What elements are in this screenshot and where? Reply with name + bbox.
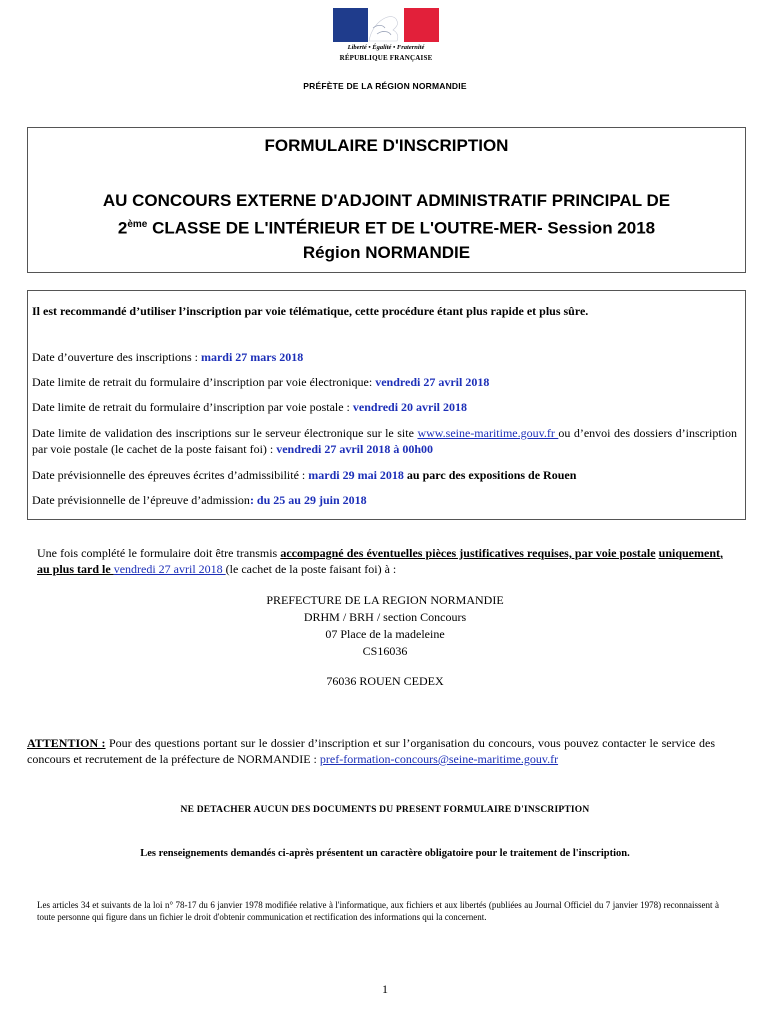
electronic-deadline-row <box>32 374 737 390</box>
submission-postmark: (le cachet de la poste faisant foi) à : <box>225 562 397 576</box>
oral-exam-label: Date prévisionnelle de l’épreuve d’admission <box>32 493 250 507</box>
validation-deadline-mid: ou d’envoi des dossiers d’inscription par voie postale (le cachet de la poste faisant foi) : <box>32 426 737 456</box>
postal-deadline-row <box>32 399 737 415</box>
prefecture-header: PRÉFÈTE DE LA RÉGION NORMANDIE <box>303 81 467 91</box>
validation-deadline-row <box>32 425 737 457</box>
address-line-5: 76036 ROUEN CEDEX <box>326 674 444 688</box>
attention-paragraph <box>27 735 715 767</box>
competition-title-line2: CLASSE DE L'INTÉRIEUR ET DE L'OUTRE-MER- Session 2018 <box>147 218 656 238</box>
no-detach-notice: NE DETACHER AUCUN DES DOCUMENTS DU PRESENT FORMULAIRE D'INSCRIPTION <box>180 805 590 815</box>
opening-date-row <box>32 349 737 365</box>
electronic-deadline-value: vendredi 27 avril 2018 <box>375 375 490 389</box>
address-line-3: 07 Place de la madeleine <box>325 627 445 641</box>
competition-title <box>28 189 745 265</box>
seine-maritime-link[interactable]: www.seine-maritime.gouv.fr <box>417 426 559 440</box>
page-number: 1 <box>382 982 388 996</box>
region-name: Région NORMANDIE <box>302 242 471 262</box>
address-line-1: PREFECTURE DE LA REGION NORMANDIE <box>266 593 504 607</box>
republic-name: RÉPUBLIQUE FRANÇAISE <box>339 54 433 62</box>
attention-text: Pour des questions portant sur le dossier d’inscription et sur l’organisation du concours, vous pouvez contacter le service des concours et recrutement de la préfecture de NORMANDIE : <box>27 736 716 766</box>
dates-box <box>27 290 746 520</box>
submission-deadline-label: , au plus tard le <box>37 546 723 576</box>
electronic-deadline-label: Date limite de retrait du formulaire d’inscription par voie électronique: <box>32 375 376 389</box>
address-line-4: CS16036 <box>362 644 408 658</box>
written-exam-date: mardi 29 mai 2018 <box>308 468 404 482</box>
attention-label: ATTENTION : <box>27 736 106 750</box>
submission-paragraph <box>37 545 723 577</box>
oral-exam-date: : du 25 au 29 juin 2018 <box>249 493 367 507</box>
form-title: FORMULAIRE D'INSCRIPTION <box>264 136 509 155</box>
submission-only: uniquement <box>658 546 720 560</box>
opening-date-value: mardi 27 mars 2018 <box>200 350 304 364</box>
address-line-2: DRHM / BRH / section Concours <box>303 610 467 624</box>
written-exam-place: au parc des expositions de Rouen <box>403 468 577 482</box>
competition-title-line1: AU CONCOURS EXTERNE D'ADJOINT ADMINISTRATIF PRINCIPAL DE <box>102 191 671 210</box>
submission-attachments: accompagné des éventuelles pièces justificatives requises, par voie postale <box>280 546 656 560</box>
republic-motto: Liberté • Égalité • Fraternité <box>347 44 425 51</box>
written-exam-label: Date prévisionnelle des épreuves écrites d’admissibilité : <box>32 468 309 482</box>
republique-logo <box>330 8 442 70</box>
title-box <box>27 127 746 273</box>
written-exam-row <box>32 467 737 483</box>
oral-exam-row <box>32 492 737 508</box>
mandatory-notice: Les renseignements demandés ci-après présentent un caractère obligatoire pour le traitement de l'inscription. <box>140 848 630 859</box>
validation-deadline-value: vendredi 27 avril 2018 à 00h00 <box>276 442 434 456</box>
opening-date-label: Date d’ouverture des inscriptions : <box>32 350 201 364</box>
postal-deadline-value: vendredi 20 avril 2018 <box>352 400 468 414</box>
recommendation-text: Il est recommandé d’utiliser l’inscription par voie télématique, cette procédure étant plus rapide et plus sûre. <box>32 304 589 318</box>
postal-deadline-label: Date limite de retrait du formulaire d’inscription par voie postale : <box>32 400 353 414</box>
marianne-flag-icon <box>333 8 439 42</box>
legal-notice: Les articles 34 et suivants de la loi n° 78-17 du 6 janvier 1978 modifiée relative à l'informatique, aux fichiers et aux libertés (publiées au Journal Officiel du 7 janvier 1978) reconnaissent à toute personne qui figure dans un fichier le droit d'obtenir communication et rectification des informations qui la concernent. <box>37 900 719 922</box>
mailing-address <box>0 592 770 690</box>
submission-deadline-value: vendredi 27 avril 2018 <box>113 562 226 576</box>
contact-email-link[interactable]: pref-formation-concours@seine-maritime.gouv.fr <box>319 752 559 766</box>
class-superscript: ème <box>127 219 148 230</box>
validation-deadline-label: Date limite de validation des inscriptions sur le serveur électronique sur le site <box>32 426 418 440</box>
submission-intro: Une fois complété le formulaire doit être transmis <box>37 546 281 560</box>
class-number: 2 <box>117 218 128 238</box>
